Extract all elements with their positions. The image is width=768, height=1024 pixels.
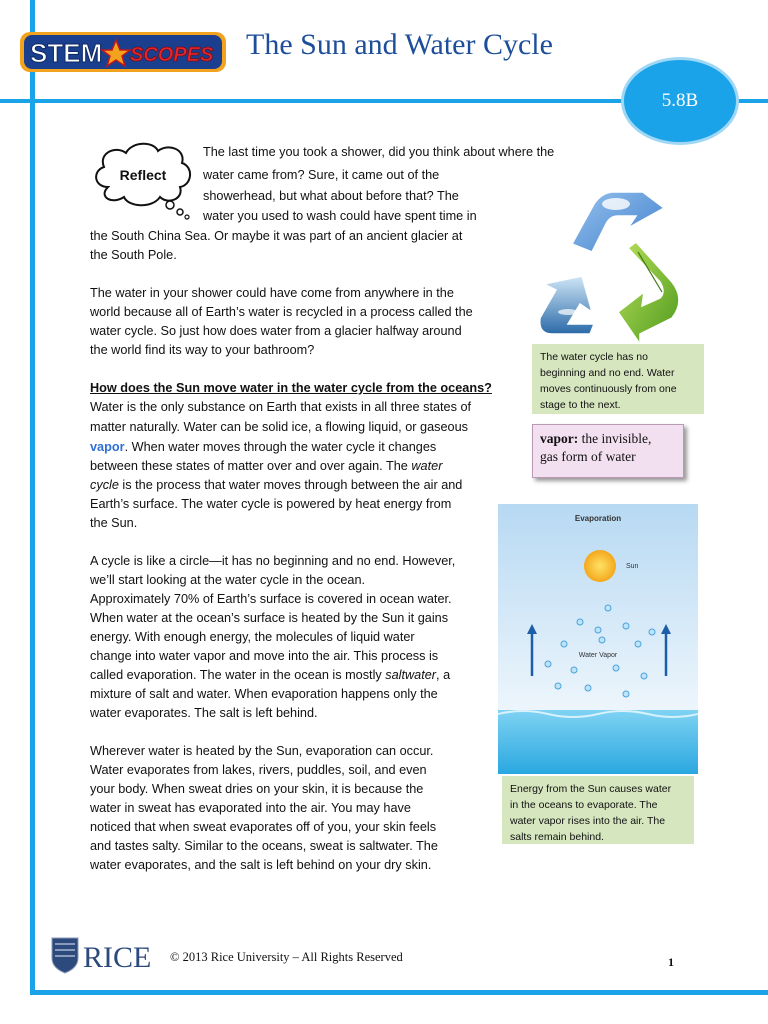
intro-line-6: the South Pole. [90,248,177,262]
intro-line-1: The last time you took a shower, did you think about where the [203,145,555,159]
intro-line-3: showerhead, but what about before that? The [203,189,459,203]
para4-line-8: mixture of salt and water. When evaporation happens only the [90,687,438,701]
section-line-6: Earth’s surface. The water cycle is powered by heat energy from [90,497,452,511]
svg-text:STEM: STEM [30,38,103,68]
svg-text:RICE: RICE [83,941,152,974]
svg-text:Sun: Sun [626,563,639,570]
para4-line-5: energy. With enough energy, the molecules of liquid water [90,630,415,644]
para5-line-6: and tastes salty. Similar to the oceans, sweat is saltwater. The [90,839,438,853]
vocab-definition-box: vapor: the invisible, gas form of water [532,424,684,478]
section-line-2: matter naturally. Water can be solid ice, a flowing liquid, or gaseous [90,420,468,434]
para5-line-3: your body. When sweat dries on your skin, it is because the [90,782,424,796]
para4-line-6: change into water vapor and move into the air. This process is [90,649,439,663]
standard-badge: 5.8B [624,60,736,142]
para5-line-2: Water evaporates from lakes, rivers, puddles, soil, and even [90,763,427,777]
para5-line-1: Wherever water is heated by the Sun, evaporation can occur. [90,744,434,758]
page-frame-bottom [30,990,768,995]
section-heading: How does the Sun move water in the water cycle from the oceans? [90,381,492,395]
para2-line-1: The water in your shower could have come from anywhere in the [90,286,454,300]
section-line-3: vapor. When water moves through the water cycle it changes [90,440,437,454]
page-frame-left [30,0,35,995]
section-line-1: Water is the only substance on Earth that exists in all three states of [90,400,472,414]
para4-line-1: A cycle is like a circle—it has no beginning and no end. However, [90,554,456,568]
page-title: The Sun and Water Cycle [246,28,553,61]
evaporation-caption: Energy from the Sun causes water in the oceans to evaporate. The water vapor rises into the air. The salts remain behind. [502,776,694,844]
svg-text:Water Vapor: Water Vapor [578,652,618,659]
para2-line-2: world because all of Earth’s water is recycled in a process called the [90,305,473,319]
intro-line-5: the South China Sea. Or maybe it was part of an ancient glacier at [90,229,463,243]
para4-line-3: Approximately 70% of Earth’s surface is covered in ocean water. [90,592,452,606]
para4-line-7: called evaporation. The water in the ocean is mostly saltwater, a [90,668,451,682]
evaporation-diagram [498,504,698,774]
para5-line-4: water in sweat has evaporated into the air. You may have [90,801,411,815]
para2-line-3: water cycle. So just how does water from a glacier halfway around [90,324,462,338]
para5-line-5: noticed that when sweat evaporates off of you, your skin feels [90,820,437,834]
para4-line-2: we’ll start looking at the water cycle in the ocean. [90,573,366,587]
para5-line-7: water evaporates, and the salt is left behind on your dry skin. [90,858,432,872]
recycle-caption: The water cycle has no beginning and no end. Water moves continuously from one stage to the next. [532,344,704,414]
svg-text:Evaporation: Evaporation [574,514,622,523]
stemscopes-logo [18,26,228,78]
svg-text:SCOPES: SCOPES [130,44,214,66]
page-number: 1 [668,955,674,969]
vocab-word-vapor: vapor [90,440,125,454]
svg-text:Reflect: Reflect [119,167,167,183]
para4-line-4: When water at the ocean’s surface is heated by the Sun it gains [90,611,449,625]
reflect-thought-cloud [88,135,198,221]
section-line-7: the Sun. [90,516,138,530]
para2-line-4: the world find its way to your bathroom? [90,343,315,357]
section-line-5: cycle is the process that water moves through between the air and [90,478,463,492]
copyright-text: © 2013 Rice University – All Rights Reserved [170,950,403,964]
para4-line-9: water evaporates. The salt is left behind. [90,706,318,720]
intro-line-4: water you used to wash could have spent time in [203,209,477,223]
rice-university-logo [50,936,158,974]
intro-line-2: water came from? Sure, it came out of the [203,168,440,182]
recycle-water-cycle-image [532,184,694,344]
section-line-4: between these states of matter over and over again. The water [90,459,443,473]
